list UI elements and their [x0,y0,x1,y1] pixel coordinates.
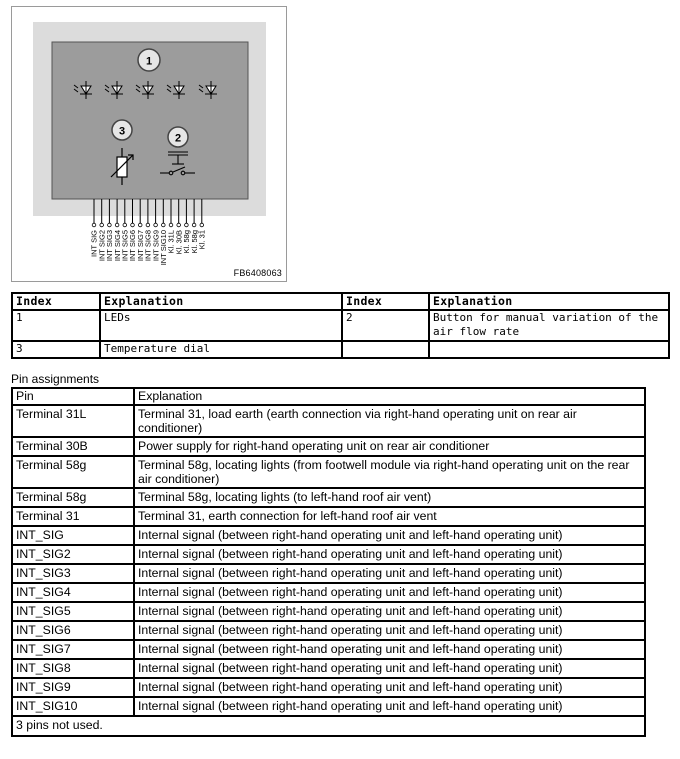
component-diagram [11,6,287,282]
explanation-cell: Terminal 58g, locating lights (from footwell module via right-hand operating unit on the rear air conditioner) [134,456,645,488]
explanation-cell: Internal signal (between right-hand operating unit and left-hand operating unit) [134,640,645,659]
pin-label: Kl. 31L [166,230,176,254]
explanation-cell: Internal signal (between right-hand operating unit and left-hand operating unit) [134,697,645,716]
explanation-cell: Internal signal (between right-hand operating unit and left-hand operating unit) [134,659,645,678]
explanation-cell: Internal signal (between right-hand operating unit and left-hand operating unit) [134,526,645,545]
pin-label: INT SIG10 [159,230,168,266]
index-table [11,292,670,359]
pin-label: INT SIG3 [105,230,115,262]
index-cell [342,341,429,358]
table-row [12,545,645,564]
pin-cell: INT_SIG2 [12,545,134,564]
pin-cell: INT_SIG10 [12,697,134,716]
table-note-row [12,716,645,736]
pin-cell: INT_SIG9 [12,678,134,697]
pin-cell: INT_SIG6 [12,621,134,640]
pin-label: Kl. 31 [197,230,207,250]
table-row [12,640,645,659]
pin-label: INT SIG7 [135,230,145,262]
table-row [12,659,645,678]
pin-table [11,387,646,737]
table-row [12,310,669,341]
explanation-cell: Internal signal (between right-hand operating unit and left-hand operating unit) [134,602,645,621]
header-explanation: Explanation [429,293,669,310]
svg-text:1: 1 [145,55,153,68]
table-row [12,456,645,488]
pin-label: Kl. 30B [174,230,184,255]
pin-label: INT SIG8 [143,230,153,262]
pin-cell: Terminal 31 [12,507,134,526]
callout-1 [138,49,160,71]
pin-cell: INT_SIG8 [12,659,134,678]
header-index: Index [342,293,429,310]
figure-code: FB6408063 [233,268,282,278]
pin-label: INT SIG5 [120,230,130,262]
pin-label: INT SIG [89,230,99,257]
diagram-graphic [12,7,288,283]
pin-cell: INT_SIG [12,526,134,545]
table-row [12,507,645,526]
table-row [12,437,645,456]
table-row [12,341,669,358]
table-row [12,602,645,621]
explanation-cell: Button for manual variation of the air flow rate [429,310,669,341]
pin-table-header [12,388,645,405]
explanation-cell: LEDs [100,310,342,341]
pin-cell: INT_SIG3 [12,564,134,583]
pin-cell: INT_SIG5 [12,602,134,621]
explanation-cell: Internal signal (between right-hand operating unit and left-hand operating unit) [134,621,645,640]
pin-cell: Terminal 31L [12,405,134,437]
table-row [12,405,645,437]
pin-cell: Terminal 58g [12,488,134,507]
explanation-cell: Terminal 58g, locating lights (to left-hand roof air vent) [134,488,645,507]
pin-table-body [12,405,645,716]
header-explanation: Explanation [134,388,645,405]
explanation-cell: Temperature dial [100,341,342,358]
pin-label: INT SIG4 [112,230,122,262]
callout-2 [168,127,188,147]
pin-cell: INT_SIG4 [12,583,134,602]
header-pin: Pin [12,388,134,405]
callout-3 [112,120,132,140]
explanation-cell: Internal signal (between right-hand operating unit and left-hand operating unit) [134,678,645,697]
explanation-cell: Power supply for right-hand operating unit on rear air conditioner [134,437,645,456]
explanation-cell: Internal signal (between right-hand operating unit and left-hand operating unit) [134,564,645,583]
pin-cell: Terminal 30B [12,437,134,456]
table-row [12,678,645,697]
svg-text:2: 2 [174,132,182,145]
index-cell: 2 [342,310,429,341]
index-cell: 1 [12,310,100,341]
pin-label: INT SIG6 [128,230,138,262]
pin-assignments-caption: Pin assignments [11,372,100,386]
pin-label: Kl. 58g [182,230,192,254]
table-row [12,526,645,545]
unused-pins-note: 3 pins not used. [12,716,645,736]
pin-label: INT SIG9 [151,230,161,262]
table-row [12,583,645,602]
pin-label: Kl. 58g [189,230,199,254]
table-row [12,621,645,640]
header-index: Index [12,293,100,310]
index-cell: 3 [12,341,100,358]
explanation-cell [429,341,669,358]
table-row [12,564,645,583]
explanation-cell: Internal signal (between right-hand operating unit and left-hand operating unit) [134,545,645,564]
pin-cell: INT_SIG7 [12,640,134,659]
pin-cell: Terminal 58g [12,456,134,488]
table-row [12,488,645,507]
index-table-header [12,293,669,310]
table-row [12,697,645,716]
pin-label: INT SIG2 [97,230,107,262]
explanation-cell: Internal signal (between right-hand operating unit and left-hand operating unit) [134,583,645,602]
explanation-cell: Terminal 31, load earth (earth connection via right-hand operating unit on rear air conditioner) [134,405,645,437]
header-explanation: Explanation [100,293,342,310]
svg-text:3: 3 [118,125,126,138]
explanation-cell: Terminal 31, earth connection for left-hand roof air vent [134,507,645,526]
